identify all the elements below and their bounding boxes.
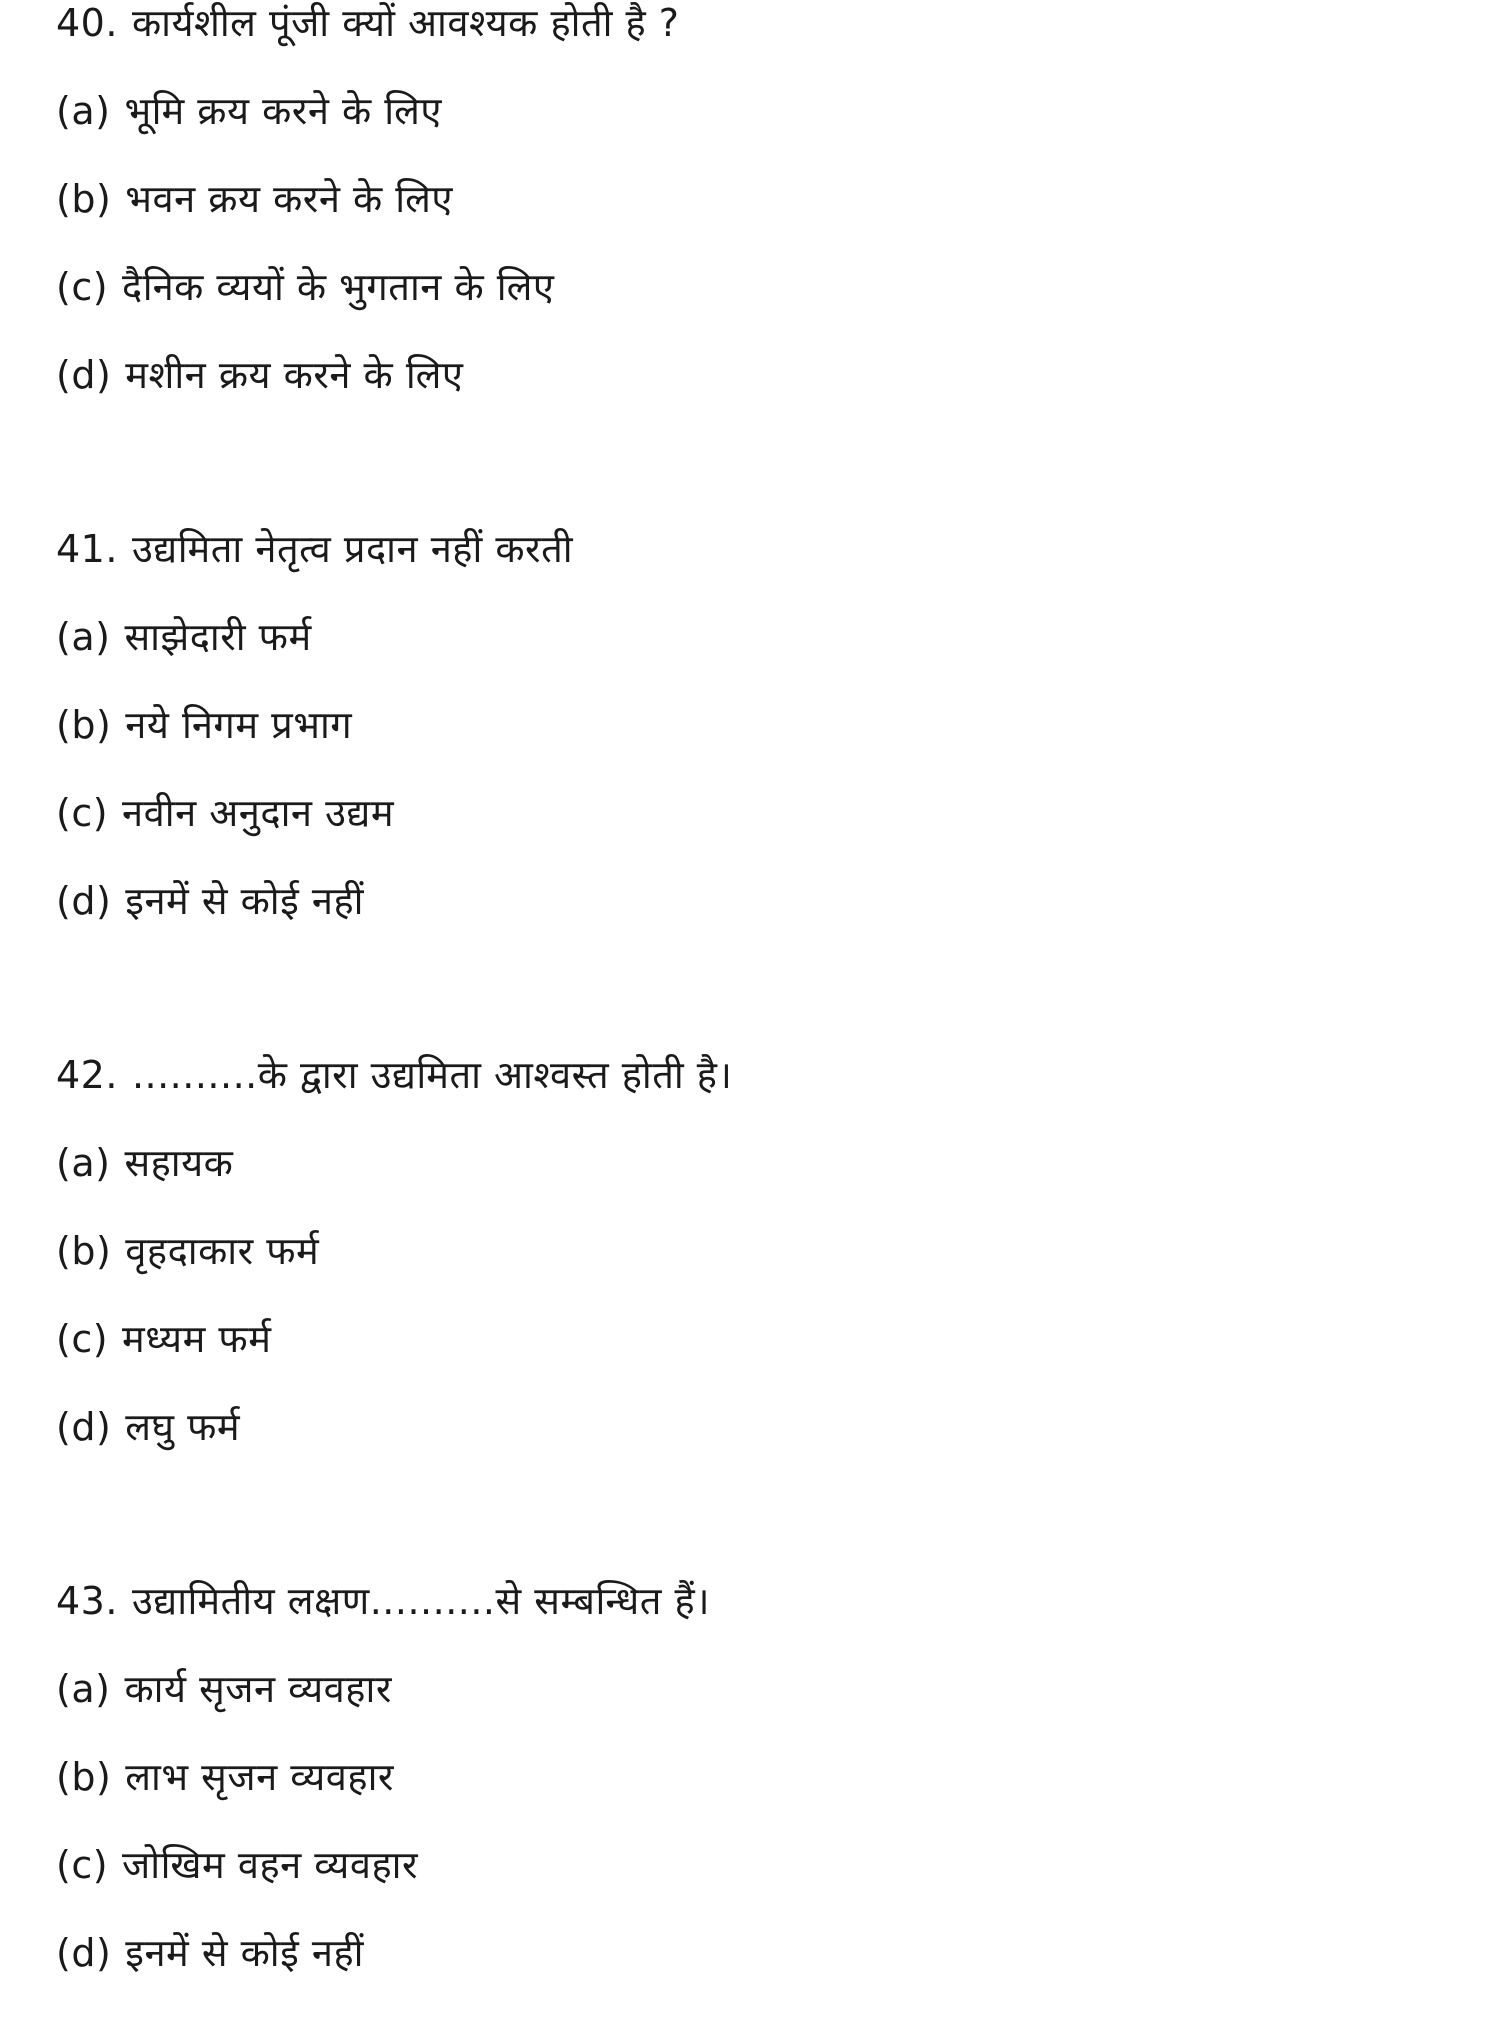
- option-letter: (b): [56, 1755, 112, 1799]
- option-text: दैनिक व्ययों के भुगतान के लिए: [122, 265, 555, 309]
- option-b: [56, 681, 1436, 769]
- option-text: इनमें से कोई नहीं: [125, 1931, 364, 1975]
- option-letter: (b): [56, 703, 112, 747]
- question-text: उद्यमिता नेतृत्व प्रदान नहीं करती: [131, 527, 574, 571]
- option-c: [56, 243, 1436, 331]
- question-text: ..........के द्वारा उद्यमिता आश्वस्त होती है।: [131, 1053, 733, 1097]
- option-text: नवीन अनुदान उद्यम: [122, 791, 395, 835]
- option-text: लघु फर्म: [125, 1405, 241, 1449]
- question-number: 41.: [56, 527, 118, 571]
- option-letter: (c): [56, 1317, 109, 1361]
- option-c: [56, 1821, 1436, 1909]
- question-number: 40.: [56, 1, 118, 45]
- option-text: इनमें से कोई नहीं: [125, 879, 364, 923]
- option-text: सहायक: [124, 1141, 234, 1185]
- option-letter: (c): [56, 1843, 109, 1887]
- option-c: [56, 1295, 1436, 1383]
- option-letter: (c): [56, 791, 109, 835]
- option-d: [56, 857, 1436, 945]
- option-d: [56, 331, 1436, 419]
- question-text: उद्यामितीय लक्षण..........से सम्बन्धित हैं।: [131, 1579, 711, 1623]
- question-number: 42.: [56, 1053, 118, 1097]
- option-letter: (a): [56, 1667, 111, 1711]
- option-text: मध्यम फर्म: [122, 1317, 272, 1361]
- option-letter: (d): [56, 1931, 112, 1975]
- option-text: साझेदारी फर्म: [124, 615, 312, 659]
- option-b: [56, 1207, 1436, 1295]
- option-text: नये निगम प्रभाग: [125, 703, 353, 747]
- option-letter: (b): [56, 1229, 112, 1273]
- option-letter: (a): [56, 89, 111, 133]
- option-text: भवन क्रय करने के लिए: [125, 177, 453, 221]
- option-a: [56, 1645, 1436, 1733]
- question-41: [56, 505, 1436, 945]
- question-stem: [56, 505, 1436, 593]
- option-text: वृहदाकार फर्म: [125, 1229, 320, 1273]
- question-42: [56, 1031, 1436, 1471]
- question-stem: [56, 1031, 1436, 1119]
- question-43: [56, 1557, 1436, 1997]
- option-letter: (d): [56, 1405, 112, 1449]
- option-a: [56, 67, 1436, 155]
- option-text: भूमि क्रय करने के लिए: [124, 89, 442, 133]
- option-d: [56, 1909, 1436, 1997]
- option-text: जोखिम वहन व्यवहार: [122, 1843, 419, 1887]
- option-text: लाभ सृजन व्यवहार: [125, 1755, 394, 1799]
- option-b: [56, 155, 1436, 243]
- option-letter: (c): [56, 265, 109, 309]
- option-letter: (d): [56, 879, 112, 923]
- option-letter: (b): [56, 177, 112, 221]
- question-number: 43.: [56, 1579, 118, 1623]
- question-text: कार्यशील पूंजी क्यों आवश्यक होती है ?: [131, 1, 680, 45]
- option-c: [56, 769, 1436, 857]
- option-letter: (d): [56, 353, 112, 397]
- option-text: कार्य सृजन व्यवहार: [124, 1667, 392, 1711]
- option-d: [56, 1383, 1436, 1471]
- option-letter: (a): [56, 615, 111, 659]
- question-40: [56, 0, 1436, 419]
- option-text: मशीन क्रय करने के लिए: [125, 353, 464, 397]
- option-a: [56, 593, 1436, 681]
- option-a: [56, 1119, 1436, 1207]
- option-letter: (a): [56, 1141, 111, 1185]
- question-stem: [56, 1557, 1436, 1645]
- option-b: [56, 1733, 1436, 1821]
- question-stem: [56, 0, 1436, 67]
